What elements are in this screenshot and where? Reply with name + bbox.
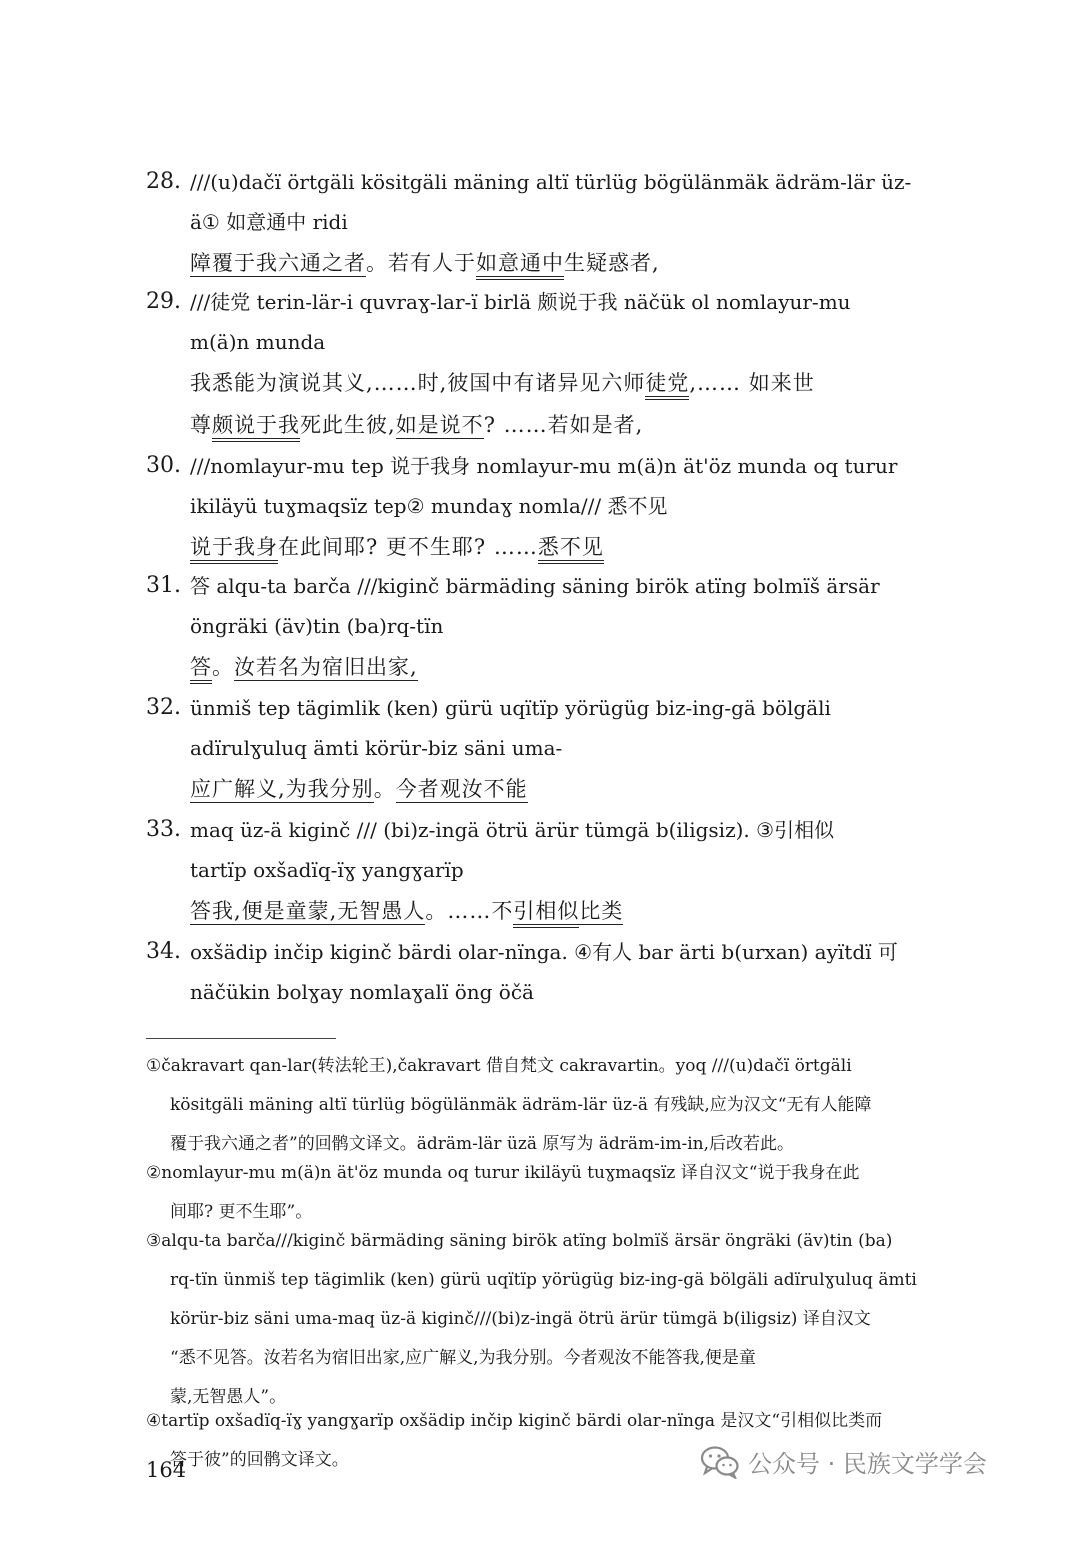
footnote-separator — [146, 1038, 336, 1039]
entry-number: 32. — [146, 695, 181, 720]
underlined-phrase: 障覆于我六通之者 — [190, 251, 366, 275]
watermark-text: 公众号 · 民族文学学会 — [748, 1450, 987, 1478]
entry-34 — [146, 932, 906, 1012]
footnote-line: kösitgäli mäning altï türlüg bögülänmäk ädräm-lär üz-ä 有残缺,应为汉文“无有人能障 — [170, 1095, 872, 1115]
entry-number: 29. — [146, 289, 181, 314]
text-segment: 。 — [373, 777, 396, 801]
uyghur-transcription-line — [190, 446, 906, 486]
chinese-text-line — [190, 890, 906, 932]
text-segment: ünmiš tep tägimlik (ken) gürü uqïtïp yörügüg biz-ing-gä bölgäli — [190, 696, 831, 720]
entry-number: 31. — [146, 573, 181, 598]
text-segment: tartïp oxšadïq-ïɣ yangɣarïp — [190, 858, 464, 882]
text-segment: öngräki (äv)tin (ba)rq-tïn — [190, 614, 444, 638]
text-segment: ? ……若如是者, — [483, 413, 644, 437]
uyghur-transcription-line — [190, 486, 906, 526]
entry-28 — [146, 162, 912, 284]
underlined-phrase: 答我,便是童蒙,无智愚人 — [190, 899, 426, 923]
text-segment: ä① 如意通中 ridi — [190, 210, 348, 234]
text-segment: 我悉能为演说其义,……时,彼国中有诸异见六师 — [190, 371, 646, 395]
footnote-line: ④tartïp oxšadïq-ïɣ yangɣarïp oxšädip inčip kiginč bärdi olar-nïnga 是汉文“引相似比类而 — [146, 1411, 883, 1431]
underlined-phrase: 说于我身 — [190, 535, 278, 564]
chinese-text-line — [190, 646, 906, 688]
entry-31 — [146, 566, 906, 688]
footnote-line: 蒙,无智愚人”。 — [170, 1387, 287, 1407]
entry-body — [190, 932, 906, 1012]
entry-29 — [146, 282, 906, 446]
underlined-phrase: 徒党 — [645, 371, 689, 400]
uyghur-transcription-line — [190, 566, 906, 606]
chinese-text-line — [190, 242, 906, 284]
uyghur-transcription-line — [190, 606, 906, 646]
entry-33 — [146, 810, 906, 932]
text-segment: ikiläyü tuɣmaqsïz tep② mundaɣ nomla/// 悉不见 — [190, 494, 668, 518]
watermark — [700, 1444, 987, 1479]
text-segment: 死此生彼, — [300, 413, 396, 437]
footnote-line: 间耶? 更不生耶”。 — [170, 1202, 313, 1222]
text-segment: 答 alqu-ta barča ///kiginč bärmäding säning birök atïng bolmïš ärsär — [190, 574, 880, 598]
chinese-text-line — [190, 362, 906, 404]
entry-number: 30. — [146, 453, 181, 478]
footnote-line: 覆于我六通之者”的回鹘文译文。ädräm-lär üzä 原写为 ädräm-im-in,后改若此。 — [170, 1134, 795, 1154]
footnote-1 — [146, 1047, 908, 1164]
text-segment: 在此间耶? 更不生耶? …… — [278, 535, 538, 559]
uyghur-transcription-line — [190, 282, 906, 322]
chinese-text-line — [190, 768, 906, 810]
footnote-line: ②nomlayur-mu m(ä)n ät'öz munda oq turur ikiläyü tuɣmaqsïz 译自汉文“说于我身在此 — [146, 1163, 860, 1183]
footnote-2 — [146, 1154, 908, 1232]
entry-body — [190, 810, 906, 932]
text-segment: 。 — [212, 655, 234, 679]
text-segment: 生疑惑者, — [564, 251, 660, 275]
entry-body — [190, 688, 906, 810]
underlined-phrase: 应广解义,为我分别 — [190, 777, 374, 801]
footnote-line: rq-tïn ünmiš tep tägimlik (ken) gürü uqïtïp yörügüg biz-ing-gä bölgäli adïrulɣuluq ämti — [170, 1270, 917, 1290]
uyghur-transcription-line — [190, 322, 906, 362]
text-segment: ///徒党 terin-lär-i quvraɣ-lar-ï birlä 颇说于我 näčük ol nomlayur-mu — [190, 290, 851, 314]
text-segment: 。……不 — [425, 899, 514, 923]
page-number: 164 — [146, 1458, 187, 1482]
entry-32 — [146, 688, 906, 810]
text-segment: 。若有人于 — [366, 251, 476, 275]
footnote-line: ①čakravart qan-lar(转法轮王),čakravart 借自梵文 cakravartin。yoq ///(u)dačï örtgäli — [146, 1056, 852, 1076]
uyghur-transcription-line — [190, 162, 912, 202]
text-segment: adïrulɣuluq ämti körür-biz säni uma- — [190, 736, 563, 760]
uyghur-transcription-line — [190, 810, 906, 850]
entry-body — [190, 282, 906, 446]
underlined-phrase: 比类 — [579, 899, 624, 923]
text-segment: m(ä)n munda — [190, 330, 326, 354]
entry-number: 28. — [146, 169, 181, 194]
entry-30 — [146, 446, 906, 568]
text-segment: ///(u)dačï örtgäli kösitgäli mäning altï türlüg bögülänmäk ädräm-lär üz- — [190, 170, 912, 194]
footnote-line: körür-biz säni uma-maq üz-ä kiginč///(bi)z-ingä ötrü ärür tümgä b(iligsiz) 译自汉文 — [170, 1309, 871, 1329]
wechat-icon — [700, 1445, 740, 1479]
entry-number: 34. — [146, 939, 181, 964]
underlined-phrase: 如是说不 — [395, 413, 484, 437]
underlined-phrase: 颇说于我 — [212, 413, 300, 442]
underlined-phrase: 答 — [190, 655, 212, 684]
underlined-phrase: 今者观汝不能 — [395, 777, 528, 801]
footnote-line: 答于彼”的回鹘文译文。 — [170, 1450, 349, 1470]
underlined-phrase: 悉不见 — [538, 535, 604, 564]
uyghur-transcription-line — [190, 728, 906, 768]
text-segment: maq üz-ä kiginč /// (bi)z-ingä ötrü ärür tümgä b(iligsiz). ③引相似 — [190, 818, 835, 842]
underlined-phrase: 引相似 — [513, 899, 579, 928]
entry-body — [190, 162, 912, 284]
uyghur-transcription-line — [190, 932, 906, 972]
text-segment: näčükin bolɣay nomlaɣalï öng öčä — [190, 980, 534, 1004]
text-segment: ///nomlayur-mu tep 说于我身 nomlayur-mu m(ä)n ät'öz munda oq turur — [190, 454, 898, 478]
entry-number: 33. — [146, 817, 181, 842]
uyghur-transcription-line — [190, 688, 906, 728]
underlined-phrase: 汝若名为宿旧出家, — [234, 655, 418, 679]
text-segment: oxšädip inčip kiginč bärdi olar-nïnga. ④有人 bar ärti b(urxan) ayïtdï 可 — [190, 940, 898, 964]
footnote-line: ③alqu-ta barča///kiginč bärmäding säning birök atïng bolmïš ärsär öngräki (äv)tin (ba) — [146, 1231, 893, 1251]
uyghur-transcription-line — [190, 850, 906, 890]
footnote-3 — [146, 1222, 917, 1417]
chinese-text-line — [190, 404, 906, 446]
footnote-line: “悉不见答。汝若名为宿旧出家,应广解义,为我分别。今者观汝不能答我,便是童 — [170, 1348, 756, 1368]
entry-body — [190, 446, 906, 568]
uyghur-transcription-line — [190, 202, 906, 242]
underlined-phrase: 如意通中 — [476, 251, 564, 280]
chinese-text-line — [190, 526, 906, 568]
text-segment: ,…… 如来世 — [689, 371, 815, 395]
text-segment: 尊 — [190, 413, 212, 437]
uyghur-transcription-line — [190, 972, 906, 1012]
entry-body — [190, 566, 906, 688]
